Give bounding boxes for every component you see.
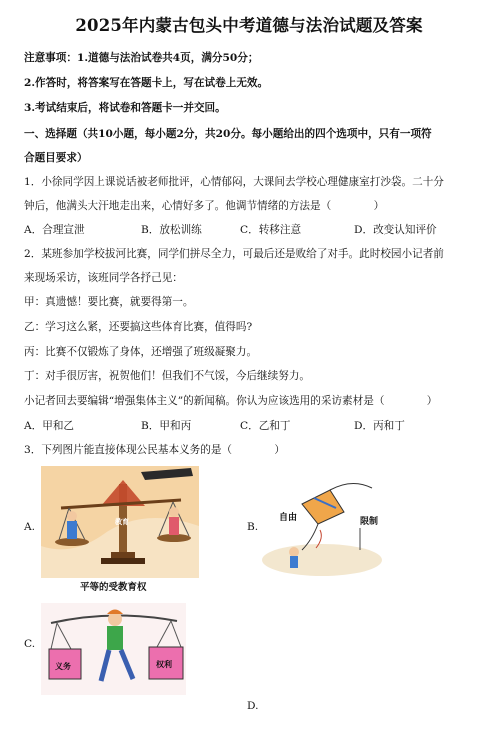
q3-label-a: A. xyxy=(24,521,36,533)
q2-option-a: A．甲和乙 xyxy=(24,420,75,432)
figure-a-caption: 平等的受教育权 xyxy=(80,582,147,593)
q2-statement-bing: 丙：比赛不仅锻炼了身体，还增强了班级凝聚力。 xyxy=(24,346,258,358)
page-title: 2025年内蒙古包头中考道德与法治试题及答案 xyxy=(75,16,423,35)
figure-a-text: 教育 xyxy=(115,518,129,526)
q1-option-b: B．放松训练 xyxy=(141,224,202,236)
q3-stem: 3．下列图片能直接体现公民基本义务的是（ ） xyxy=(24,444,285,456)
q3-label-c: C. xyxy=(24,638,36,650)
q2-stem-line-1: 2．某班参加学校拔河比赛，同学们拼尽全力，可最后还是败给了对手。此时校园小记者前 xyxy=(24,248,444,260)
q2-statement-ding: 丁：对手很厉害，祝贺他们！但我们不气馁，今后继续努力。 xyxy=(24,370,311,382)
q1-stem-line-2: 钟后，他满头大汗地走出来，心情好多了。他调节情绪的方法是（ ） xyxy=(24,200,385,212)
q2-statement-jia: 甲：真遗憾！要比赛，就要得第一。 xyxy=(24,296,194,308)
section-heading-line-2: 合题目要求） xyxy=(24,152,88,164)
q2-option-c: C．乙和丁 xyxy=(240,420,291,432)
figure-b-right-text: 限制 xyxy=(360,517,379,527)
figure-c-left-text: 义务 xyxy=(55,662,71,671)
notice-line-3: 3.考试结束后，将试卷和答题卡一并交回。 xyxy=(24,102,226,114)
q1-option-a: A．合理宣泄 xyxy=(24,224,85,236)
q1-option-d: D．改变认知评价 xyxy=(354,224,437,236)
figure-a-education-scale xyxy=(41,466,199,578)
q2-option-b: B．甲和丙 xyxy=(141,420,192,432)
notice-line-1: 注意事项：1.道德与法治试卷共4页，满分50分； xyxy=(24,52,259,64)
q2-stem-line-2: 来现场采访，该班同学各抒己见： xyxy=(24,272,183,284)
q3-label-d: D. xyxy=(247,700,259,712)
q2-question: 小记者回去要编辑“增强集体主义”的新闻稿。你认为应该选用的采访素材是（ ） xyxy=(24,395,438,407)
figure-c-rights-duties xyxy=(41,603,186,695)
notice-line-2: 2.作答时，将答案写在答题卡上，写在试卷上无效。 xyxy=(24,77,269,89)
q3-label-b: B. xyxy=(247,521,259,533)
q1-stem-line-1: 1．小徐同学因上课说话被老师批评，心情郁闷，大课间去学校心理健康室打沙袋。二十分 xyxy=(24,176,444,188)
q2-statement-yi: 乙：学习这么紧，还要搞这些体育比赛，值得吗? xyxy=(24,321,253,333)
section-heading-line-1: 一、选择题（共10小题，每小题2分，共20分。每小题给出的四个选项中，只有一项符 xyxy=(24,128,432,140)
q1-option-c: C．转移注意 xyxy=(240,224,302,236)
figure-b-kite-freedom xyxy=(262,478,390,578)
figure-b-left-text: 自由 xyxy=(279,513,298,523)
figure-c-right-text: 权利 xyxy=(156,660,172,669)
q2-option-d: D．丙和丁 xyxy=(354,420,405,432)
